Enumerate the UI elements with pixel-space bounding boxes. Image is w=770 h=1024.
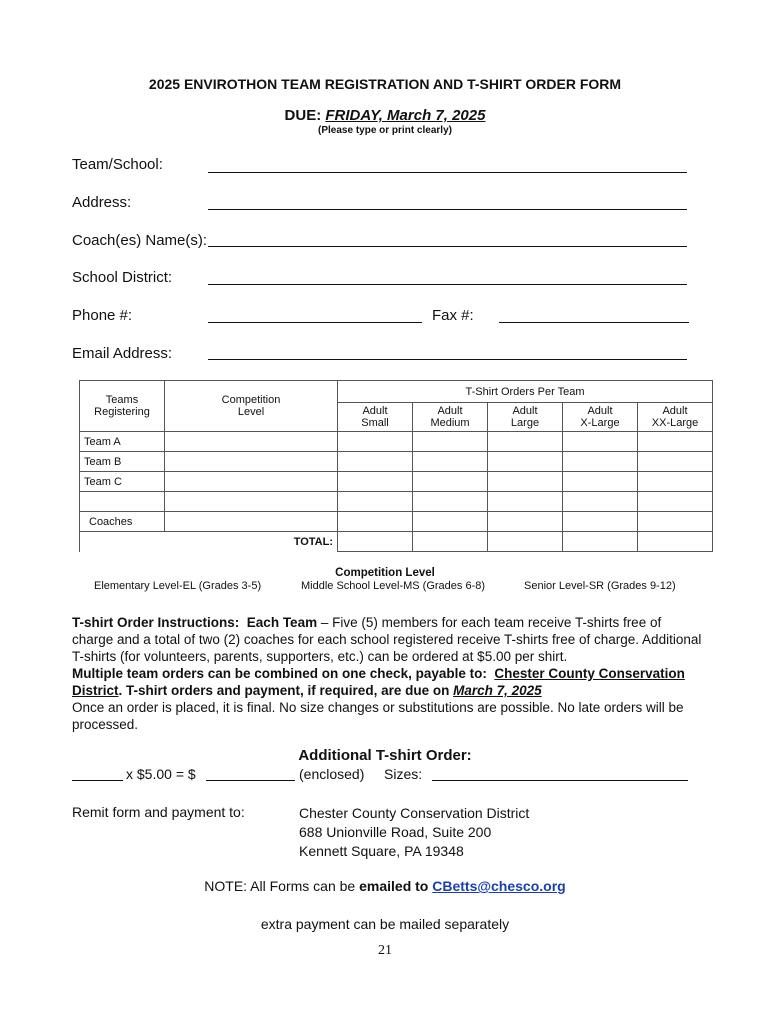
extra-payment-note: extra payment can be mailed separately (260, 916, 510, 932)
table-row (80, 472, 713, 492)
size-large-header: Adult Large (488, 403, 563, 432)
row-label: Coaches (80, 512, 165, 532)
table-row (80, 492, 713, 512)
total-cell[interactable] (563, 532, 638, 552)
level-sr: Senior Level-SR (Grades 9-12) (524, 580, 676, 592)
instructions-heading: T-shirt Order Instructions: (72, 615, 240, 630)
due-date: FRIDAY, March 7, 2025 (325, 107, 486, 124)
instructions-text: – Five (5) members for each team receive T-shirts free of charge and a total of two (2) coaches for each school registered receive T-shirts free of charge. Additional T-shirts (for volunteers, parents, supporters, etc.) can be ordered at $5.00 per shirt. (72, 615, 702, 664)
row-label (80, 492, 165, 512)
row-label: Team A (80, 432, 165, 452)
qty-cell[interactable] (563, 452, 638, 472)
qty-cell[interactable] (338, 492, 413, 512)
due-text: . T-shirt orders and payment, if required, are due on (118, 683, 450, 698)
price-text: x $5.00 = $ (126, 766, 196, 782)
level-cell[interactable] (165, 452, 338, 472)
email-field[interactable] (208, 359, 687, 360)
total-cell[interactable] (638, 532, 713, 552)
remit-address (299, 804, 529, 861)
sizes-label: Sizes: (384, 766, 423, 782)
table-row (80, 512, 713, 532)
qty-cell[interactable] (413, 492, 488, 512)
each-team: Each Team (246, 615, 318, 630)
additional-heading: Additional T-shirt Order: (298, 747, 472, 764)
total-cell[interactable] (488, 532, 563, 552)
remit-street: 688 Unionville Road, Suite 200 (299, 824, 492, 840)
qty-cell[interactable] (488, 512, 563, 532)
quantity-field[interactable] (72, 780, 123, 781)
due-label: DUE: (284, 107, 322, 124)
competition-heading: Competition Level (335, 567, 435, 579)
final-note: Once an order is placed, it is final. No size changes or substitutions are possible. No late orders will be processed. (72, 700, 684, 732)
coaches-field[interactable] (208, 246, 687, 247)
qty-cell[interactable] (563, 492, 638, 512)
table-row (80, 452, 713, 472)
fax-label: Fax #: (432, 307, 474, 324)
district-field[interactable] (208, 284, 687, 285)
qty-cell[interactable] (563, 472, 638, 492)
qty-cell[interactable] (338, 512, 413, 532)
team-school-field[interactable] (208, 172, 687, 173)
level-cell[interactable] (165, 492, 338, 512)
qty-cell[interactable] (413, 472, 488, 492)
tshirt-orders-table (79, 380, 713, 552)
qty-cell[interactable] (413, 432, 488, 452)
remit-label: Remit form and payment to: (72, 804, 245, 820)
payee: Chester County Conservation District (72, 666, 685, 698)
email-note (0, 878, 770, 894)
qty-cell[interactable] (338, 472, 413, 492)
instructions-due-date: March 7, 2025 (453, 683, 542, 698)
size-small-header: Adult Small (338, 403, 413, 432)
sizes-field[interactable] (432, 780, 688, 781)
qty-cell[interactable] (638, 432, 713, 452)
qty-cell[interactable] (488, 492, 563, 512)
address-field[interactable] (208, 209, 687, 210)
level-cell[interactable] (165, 472, 338, 492)
level-ms: Middle School Level-MS (Grades 6-8) (301, 580, 486, 592)
qty-cell[interactable] (638, 452, 713, 472)
size-xxlarge-header: Adult XX-Large (638, 403, 713, 432)
row-label: Team B (80, 452, 165, 472)
qty-cell[interactable] (563, 512, 638, 532)
enclosed-text: (enclosed) (299, 766, 365, 782)
instructions-paragraph (72, 614, 702, 733)
email-link[interactable]: CBetts@chesco.org (432, 878, 566, 894)
tshirt-header: T-Shirt Orders Per Team (338, 381, 713, 403)
qty-cell[interactable] (488, 432, 563, 452)
qty-cell[interactable] (563, 432, 638, 452)
table-header-row (80, 381, 713, 403)
total-cell[interactable] (338, 532, 413, 552)
level-cell[interactable] (165, 512, 338, 532)
due-date-line (0, 107, 770, 124)
size-medium-header: Adult Medium (413, 403, 488, 432)
district-label: School District: (72, 269, 173, 286)
email-label: Email Address: (72, 345, 173, 362)
teams-header: Teams Registering (80, 381, 165, 432)
total-cell[interactable] (413, 532, 488, 552)
table-row (80, 432, 713, 452)
phone-label: Phone #: (72, 307, 133, 324)
phone-field[interactable] (208, 322, 422, 323)
level-cell[interactable] (165, 432, 338, 452)
qty-cell[interactable] (638, 472, 713, 492)
total-label: TOTAL: (80, 532, 338, 552)
qty-cell[interactable] (413, 512, 488, 532)
level-header: Competition Level (165, 381, 338, 432)
qty-cell[interactable] (338, 452, 413, 472)
qty-cell[interactable] (488, 452, 563, 472)
page-number: 21 (378, 943, 392, 958)
qty-cell[interactable] (638, 492, 713, 512)
qty-cell[interactable] (488, 472, 563, 492)
remit-name: Chester County Conservation District (299, 805, 530, 821)
fax-field[interactable] (499, 322, 689, 323)
remit-city: Kennett Square, PA 19348 (299, 843, 464, 859)
coaches-label: Coach(es) Name(s): (72, 232, 208, 249)
team-school-label: Team/School: (72, 156, 163, 173)
amount-field[interactable] (206, 780, 295, 781)
multi-orders: Multiple team orders can be combined on one check, payable to: (72, 666, 487, 681)
emailed-to: emailed to (359, 878, 429, 894)
form-title: 2025 ENVIROTHON TEAM REGISTRATION AND T-SHIRT ORDER FORM (148, 76, 622, 92)
total-row (80, 532, 713, 552)
level-el: Elementary Level-EL (Grades 3-5) (94, 580, 262, 592)
print-note: (Please type or print clearly) (318, 125, 452, 136)
address-label: Address: (72, 194, 132, 211)
size-xlarge-header: Adult X-Large (563, 403, 638, 432)
qty-cell[interactable] (638, 512, 713, 532)
qty-cell[interactable] (338, 432, 413, 452)
qty-cell[interactable] (413, 452, 488, 472)
row-label: Team C (80, 472, 165, 492)
note-prefix: NOTE: All Forms can be (204, 878, 356, 894)
